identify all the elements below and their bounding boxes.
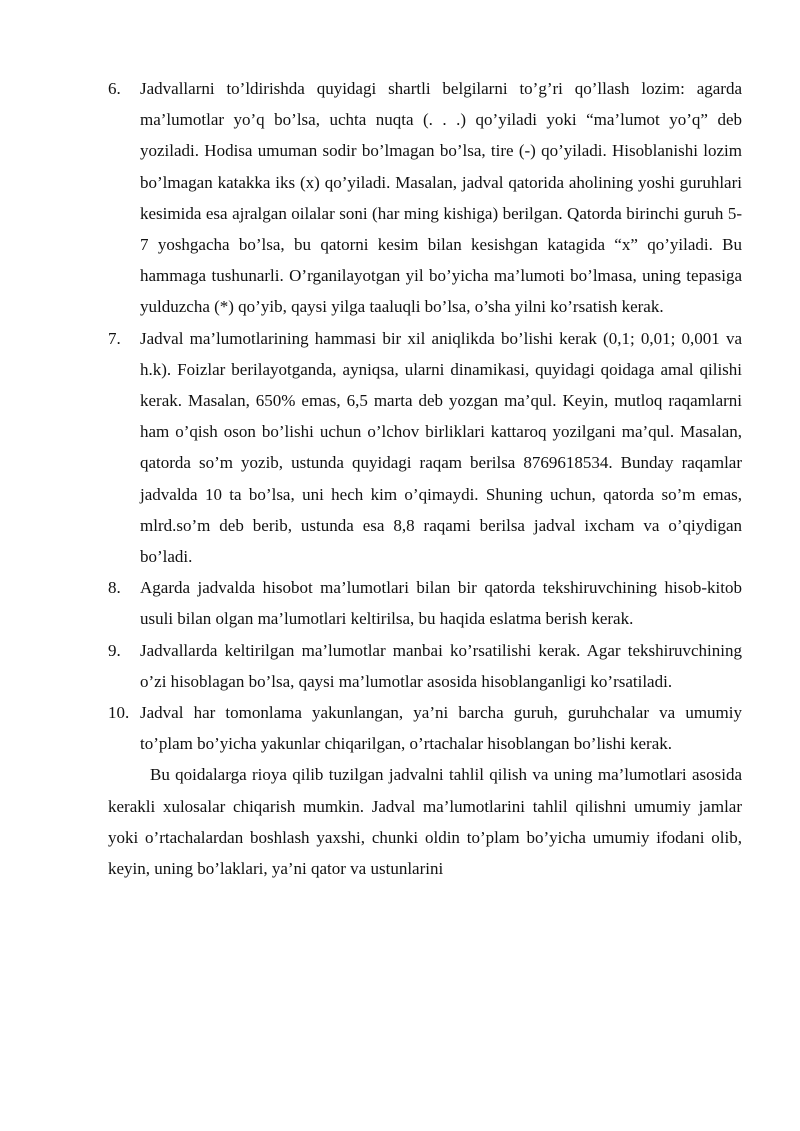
- list-item-text: Jadval har tomonlama yakunlangan, ya’ni barcha guruh, guruhchalar va umumiy to’plam bo’yicha yakunlar chiqarilgan, o’rtachalar hisoblangan bo’lishi kerak.: [140, 703, 742, 754]
- list-item: [108, 323, 742, 573]
- list-item-number: 6.: [108, 79, 121, 98]
- list-item-text: Jadvallarni to’ldirishda quyidagi shartli belgilarni to’g’ri qo’llash lozim: agarda ma’lumotlar yo’q bo’lsa, uchta nuqta (. . .) qo’yiladi yoki “ma’lumot yo’q” deb yoziladi. Hodisa umuman sodir bo’lmagan bo’lsa, tire (-) qo’yiladi. Hisoblanishi lozim bo’lmagan katakka iks (x) qo’yiladi. Masalan, jadval qatorida aholining yoshi guruhlari kesimida esa ajralgan oilalar soni (har ming kishiga) berilgan. Qatorda birinchi guruh 5-7 yoshgacha bo’lsa, bu qatorni kesim bilan kesishgan katagida “x” qo’yiladi. Bu hammaga tushunarli. O’rganilayotgan yil bo’yicha ma’lumoti bo’lmasa, uning tepasiga yulduzcha (*) qo’yib, qaysi yilga taaluqli bo’lsa, o’sha yilni ko’rsatish kerak.: [140, 79, 742, 317]
- list-item-number: 10.: [108, 703, 130, 723]
- list-item: [108, 697, 742, 759]
- list-item-text: Agarda jadvalda hisobot ma’lumotlari bilan bir qatorda tekshiruvchining hisob-kitob usuli bilan olgan ma’lumotlari keltirilsa, bu haqida eslatma berish kerak.: [140, 578, 742, 629]
- list-item-text: Jadval ma’lumotlarining hammasi bir xil aniqlikda bo’lishi kerak (0,1; 0,01; 0,001 va h.k). Foizlar berilayotganda, ayniqsa, ularni dinamikasi, quyidagi qoidaga amal qilishi kerak. Masalan, 650% emas, 6,5 marta deb yozgan ma’qul. Keyin, mutloq raqamlarni ham o’qish oson bo’lishi uchun o’lchov birliklari kattaroq yozilgani ma’qul. Masalan, qatorda so’m yozib, ustunda quyidagi raqam berilsa 8769618534. Bunday raqamlar jadvalda 10 ta bo’lsa, uni hech kim o’qimaydi. Shuning uchun, qatorda so’m emas, mlrd.so’m deb berib, ustunda esa 8,8 raqami berilsa jadval ixcham va o’qiydigan bo’ladi.: [140, 328, 742, 567]
- list-item-number: 9.: [108, 640, 121, 660]
- list-item-text: Jadvallarda keltirilgan ma’lumotlar manbai ko’rsatilishi kerak. Agar tekshiruvchining o’zi hisoblagan bo’lsa, qaysi ma’lumotlar asosida hisoblanganligi ko’rsatiladi.: [140, 640, 742, 691]
- list-item-number: 8.: [108, 578, 121, 598]
- page-content: [108, 73, 742, 884]
- rules-list: [108, 73, 742, 759]
- list-item: [108, 73, 742, 323]
- list-item: [108, 572, 742, 634]
- list-item: [108, 635, 742, 697]
- body-paragraph: Bu qoidalarga rioya qilib tuzilgan jadvalni tahlil qilish va uning ma’lumotlari asosida kerakli xulosalar chiqarish mumkin. Jadval ma’lumotlarini tahlil qilishni umumiy jamlar yoki o’rtachalardan boshlash yaxshi, chunki oldin to’plam bo’yicha umumiy ifodani olib, keyin, uning bo’laklari, ya’ni qator va ustunlarini: [108, 765, 742, 879]
- list-item-number: 7.: [108, 328, 121, 348]
